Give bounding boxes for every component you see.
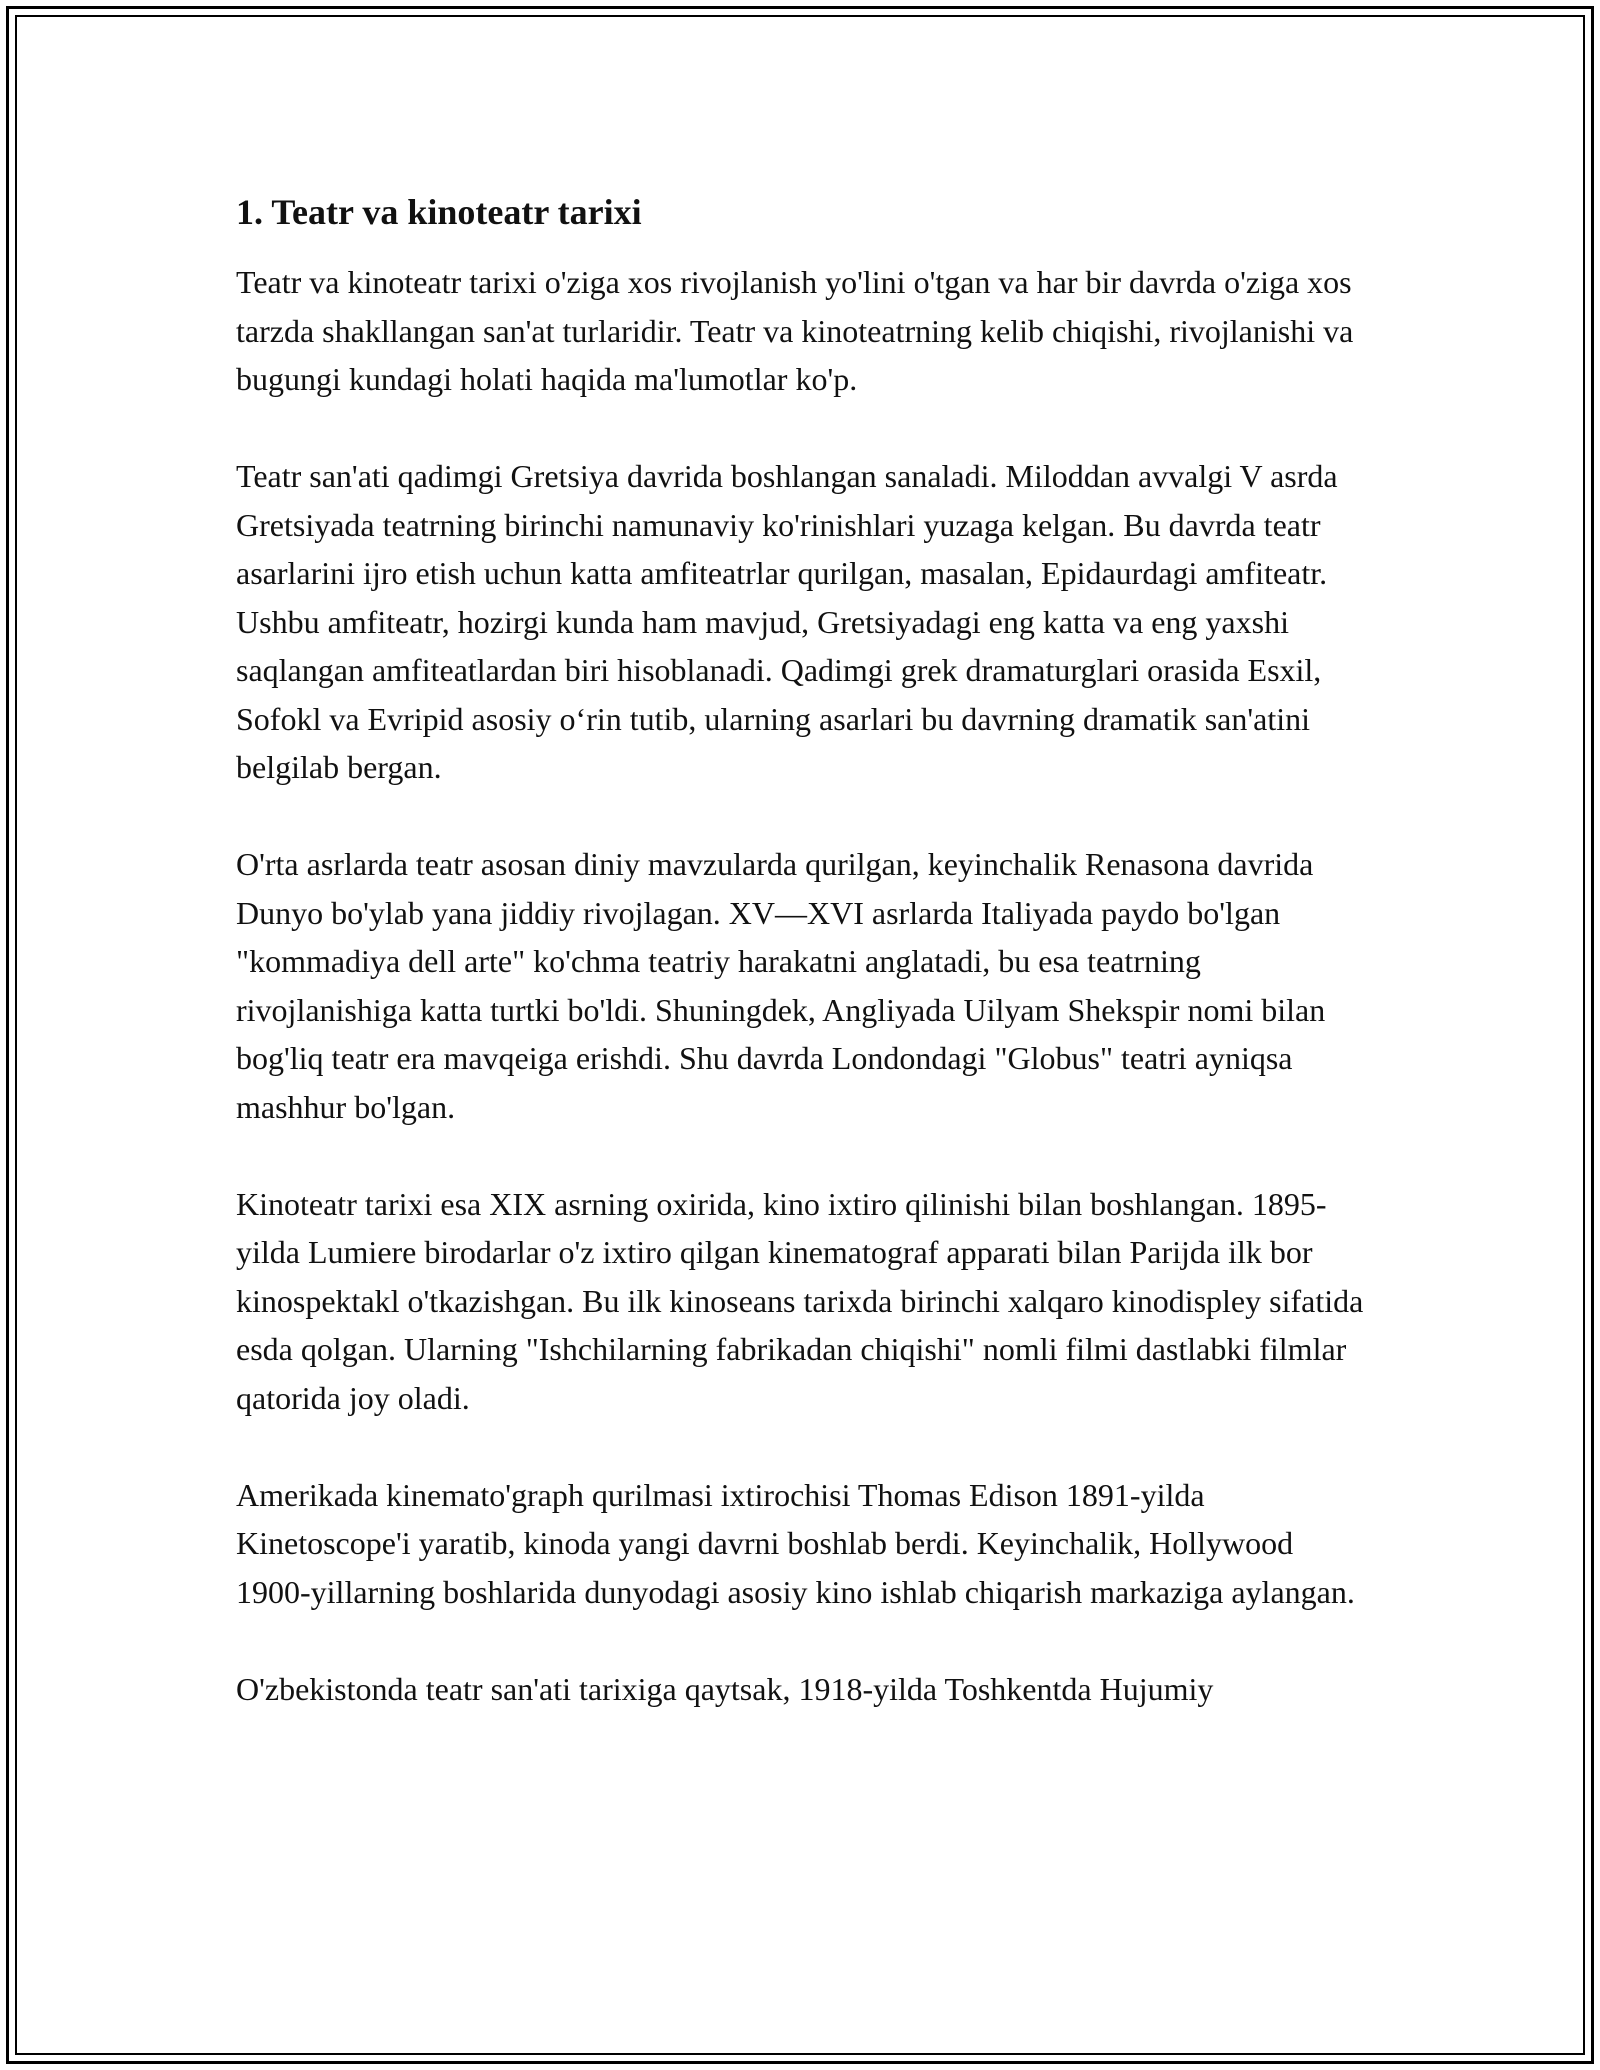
section-heading: 1. Teatr va kinoteatr tarixi (236, 192, 642, 232)
paragraph-intro: Teatr va kinoteatr tarixi o'ziga xos rivojlanish yo'lini o'tgan va har bir davrda o'ziga xos tarzda shakllangan san'at turlaridir. Teatr va kinoteatrning kelib chiqishi, rivojlanishi va bugungi kundagi holati haqida ma'lumotlar ko'p. (236, 264, 1354, 397)
paragraph-middle-ages: O'rta asrlarda teatr asosan diniy mavzularda qurilgan, keyinchalik Renasona davrida Dunyo bo'ylab yana jiddiy rivojlagan. XV—XVI asrlarda Italiyada paydo bo'lgan "kommadiya dell arte" ko'chma teatriy harakatni anglatadi, bu esa teatrning rivojlanishiga katta turtki bo'ldi. Shuningdek, Angliyada Uilyam Shekspir nomi bilan bog'liq teatr era mavqeiga erishdi. Shu davrda Londondagi "Globus" teatri ayniqsa mashhur bo'lgan. (236, 846, 1326, 1125)
document-body (236, 188, 1366, 1762)
paragraph-cinema-origins: Kinoteatr tarixi esa XIX asrning oxirida, kino ixtiro qilinishi bilan boshlangan. 1895-yilda Lumiere birodarlar o'z ixtiro qilgan kinematograf apparati bilan Parijda ilk bor kinospektakl o'tkazishgan. Bu ilk kinoseans tarixda birinchi xalqaro kinodispley sifatida esda qolgan. Ularning "Ishchilarning fabrikadan chiqishi" nomli filmi dastlabki filmlar qatorida joy oladi. (236, 1185, 1364, 1416)
paragraph-america-cinema: Amerikada kinemato'graph qurilmasi ixtirochisi Thomas Edison 1891-yilda Kinetoscope'i yaratib, kinoda yangi davrni boshlab berdi. Keyinchalik, Hollywood 1900-yillarning boshlarida dunyodagi asosiy kino ishlab chiqarish markaziga aylangan. (236, 1476, 1355, 1610)
paragraph-uzbekistan-theatre: O'zbekistonda teatr san'ati tarixiga qaytsak, 1918-yilda Toshkentda Hujumiy (236, 1670, 1214, 1707)
paragraph-greek-theatre: Teatr san'ati qadimgi Gretsiya davrida boshlangan sanaladi. Miloddan avvalgi V asrda Gretsiyada teatrning birinchi namunaviy ko'rinishlari yuzaga kelgan. Bu davrda teatr asarlarini ijro etish uchun katta amfiteatrlar qurilgan, masalan, Epidaurdagi amfiteatr. Ushbu amfiteatr, hozirgi kunda ham mavjud, Gretsiyadagi eng katta va eng yaxshi saqlangan amfiteatlardan biri hisoblanadi. Qadimgi grek dramaturglari orasida Esxil, Sofokl va Evripid asosiy o‘rin tutib, ularning asarlari bu davrning dramatik san'atini belgilab bergan. (236, 458, 1338, 785)
